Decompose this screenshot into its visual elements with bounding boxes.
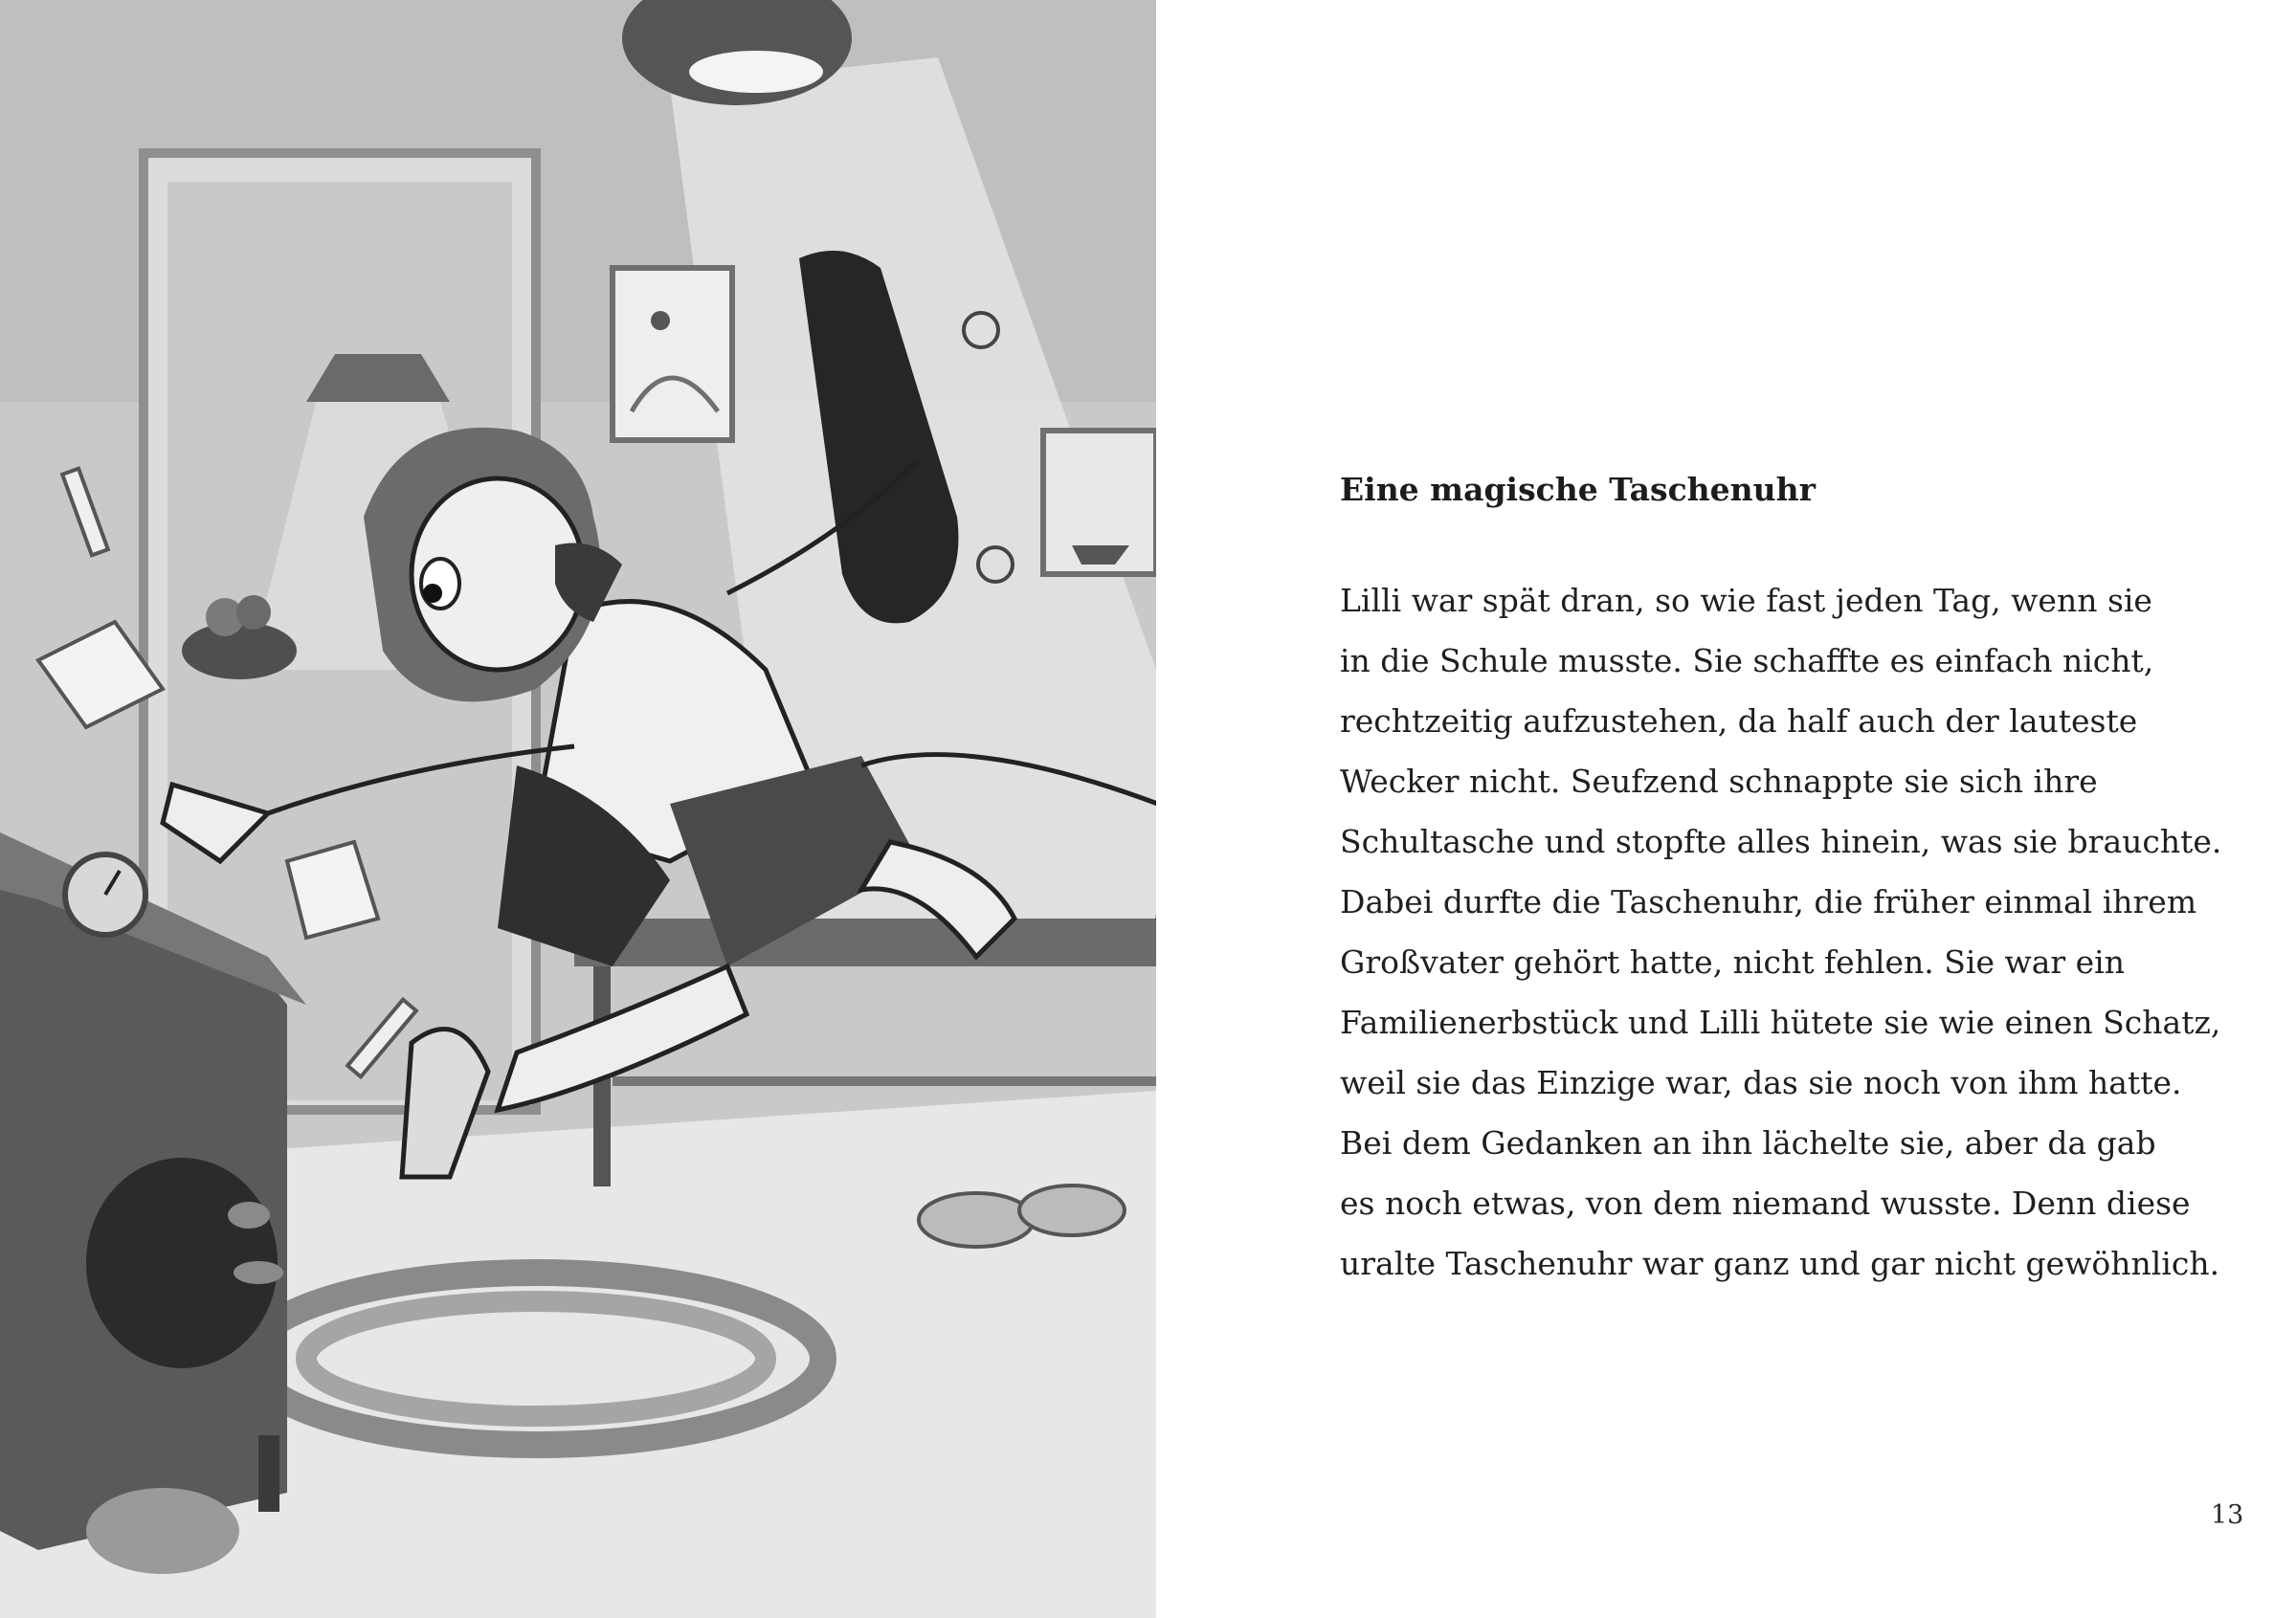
chapter-title: Eine magische Taschenuhr (1340, 471, 1817, 508)
body-line: Bei dem Gedanken an ihn lächelte sie, aber da gab (1340, 1124, 2156, 1162)
body-line: in die Schule musste. Sie schaffte es einfach nicht, (1340, 642, 2154, 679)
body-line: weil sie das Einzige war, das sie noch von ihm hatte. (1340, 1064, 2182, 1101)
body-line: rechtzeitig aufzustehen, da half auch der lauteste (1340, 702, 2138, 740)
body-line: Schultasche und stopfte alles hinein, was sie brauchte. (1340, 823, 2222, 860)
body-text (1340, 570, 2222, 1294)
wall-picture-skater (613, 268, 732, 440)
body-line: Großvater gehört hatte, nicht fehlen. Sie war ein (1340, 943, 2125, 981)
body-line: uralte Taschenuhr war ganz und gar nicht gewöhnlich. (1340, 1245, 2220, 1282)
text-page (1340, 469, 2222, 1294)
body-line: Lilli war spät dran, so wie fast jeden Tag, wenn sie (1340, 582, 2152, 619)
shoe (919, 1193, 1034, 1247)
body-line: Familienerbstück und Lilli hütete sie wie einen Schatz, (1340, 1004, 2221, 1041)
bench (574, 919, 1156, 966)
fruit-bowl (182, 622, 297, 679)
body-line: Wecker nicht. Seufzend schnappte sie sich ihre (1340, 763, 2098, 800)
page-number: 13 (2211, 1500, 2244, 1530)
body-line: es noch etwas, von dem niemand wusste. Denn diese (1340, 1185, 2191, 1222)
body-line: Dabei durfte die Taschenuhr, die früher einmal ihrem (1340, 883, 2197, 920)
stuffed-bunny (86, 1488, 239, 1574)
